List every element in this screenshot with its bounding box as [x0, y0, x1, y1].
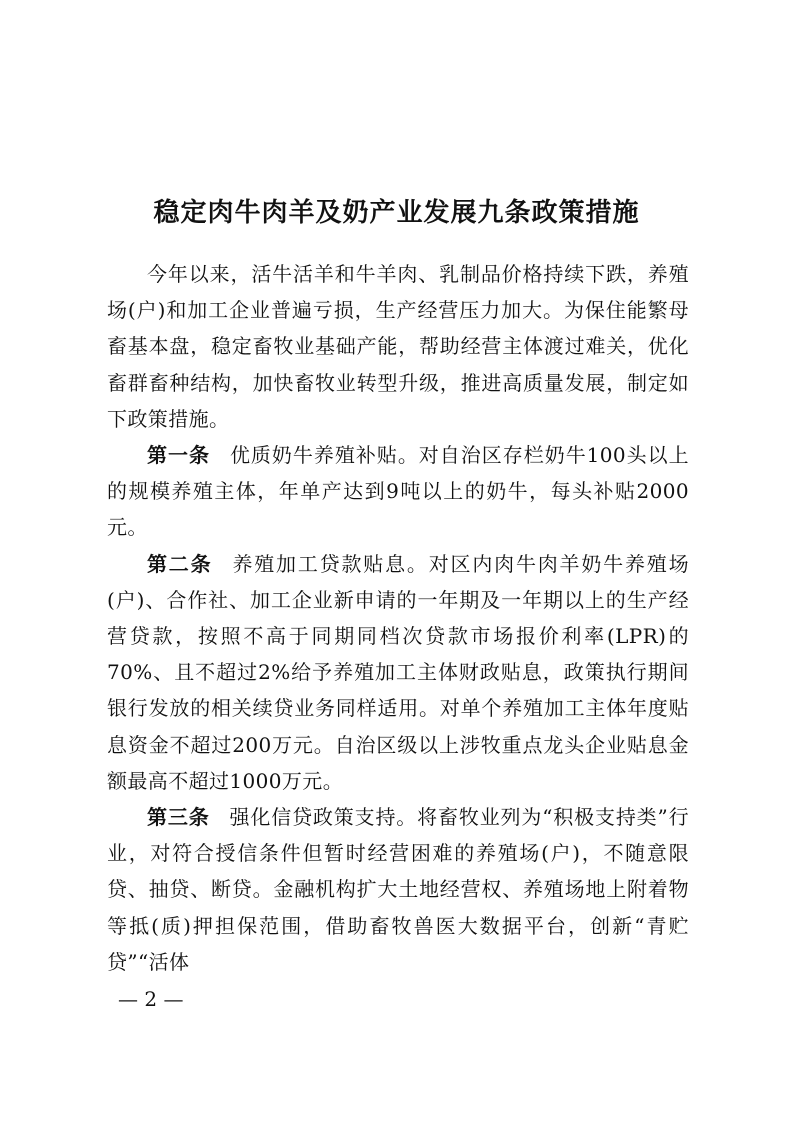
document-body	[107, 256, 689, 980]
document-title: 稳定肉牛肉羊及奶产业发展九条政策措施	[153, 198, 640, 229]
article-text: 养殖加工贷款贴息。对区内肉牛肉羊奶牛养殖场(户)、合作社、加工企业新申请的一年期及一年期以上的生产经营贷款，按照不高于同期同档次贷款市场报价利率(LPR)的70%、且不超过2%给予养殖加工主体财政贴息，政策执行期间银行发放的相关续贷业务同样适用。对单个养殖加工主体年度贴息资金不超过200万元。自治区级以上涉牧重点龙头企业贴息金额最高不超过1000万元。	[107, 551, 690, 793]
article-text: 优质奶牛养殖补贴。对自治区存栏奶牛100头以上的规模养殖主体，年单产达到9吨以上的奶牛，每头补贴2000元。	[107, 443, 689, 540]
article-paragraph-3	[107, 799, 689, 980]
intro-paragraph: 今年以来，活牛活羊和牛羊肉、乳制品价格持续下跌，养殖场(户)和加工企业普遍亏损，生产经营压力加大。为保住能繁母畜基本盘，稳定畜牧业基础产能，帮助经营主体渡过难关，优化畜群畜种结构，加快畜牧业转型升级，推进高质量发展，制定如下政策措施。	[107, 262, 689, 431]
article-text: 强化信贷政策支持。将畜牧业列为“积极支持类”行业，对符合授信条件但暂时经营困难的养殖场(户)，不随意限贷、抽贷、断贷。金融机构扩大土地经营权、养殖场地上附着物等抵(质)押担保范围，借助畜牧兽医大数据平台，创新“青贮贷”“活体	[107, 805, 689, 974]
article-label: 第一条	[147, 443, 210, 468]
article-label: 第二条	[147, 551, 213, 576]
page-number: — 2 —	[118, 987, 184, 1011]
article-paragraph-1	[107, 437, 689, 546]
article-paragraph-2	[107, 546, 689, 799]
article-label: 第三条	[147, 805, 210, 830]
